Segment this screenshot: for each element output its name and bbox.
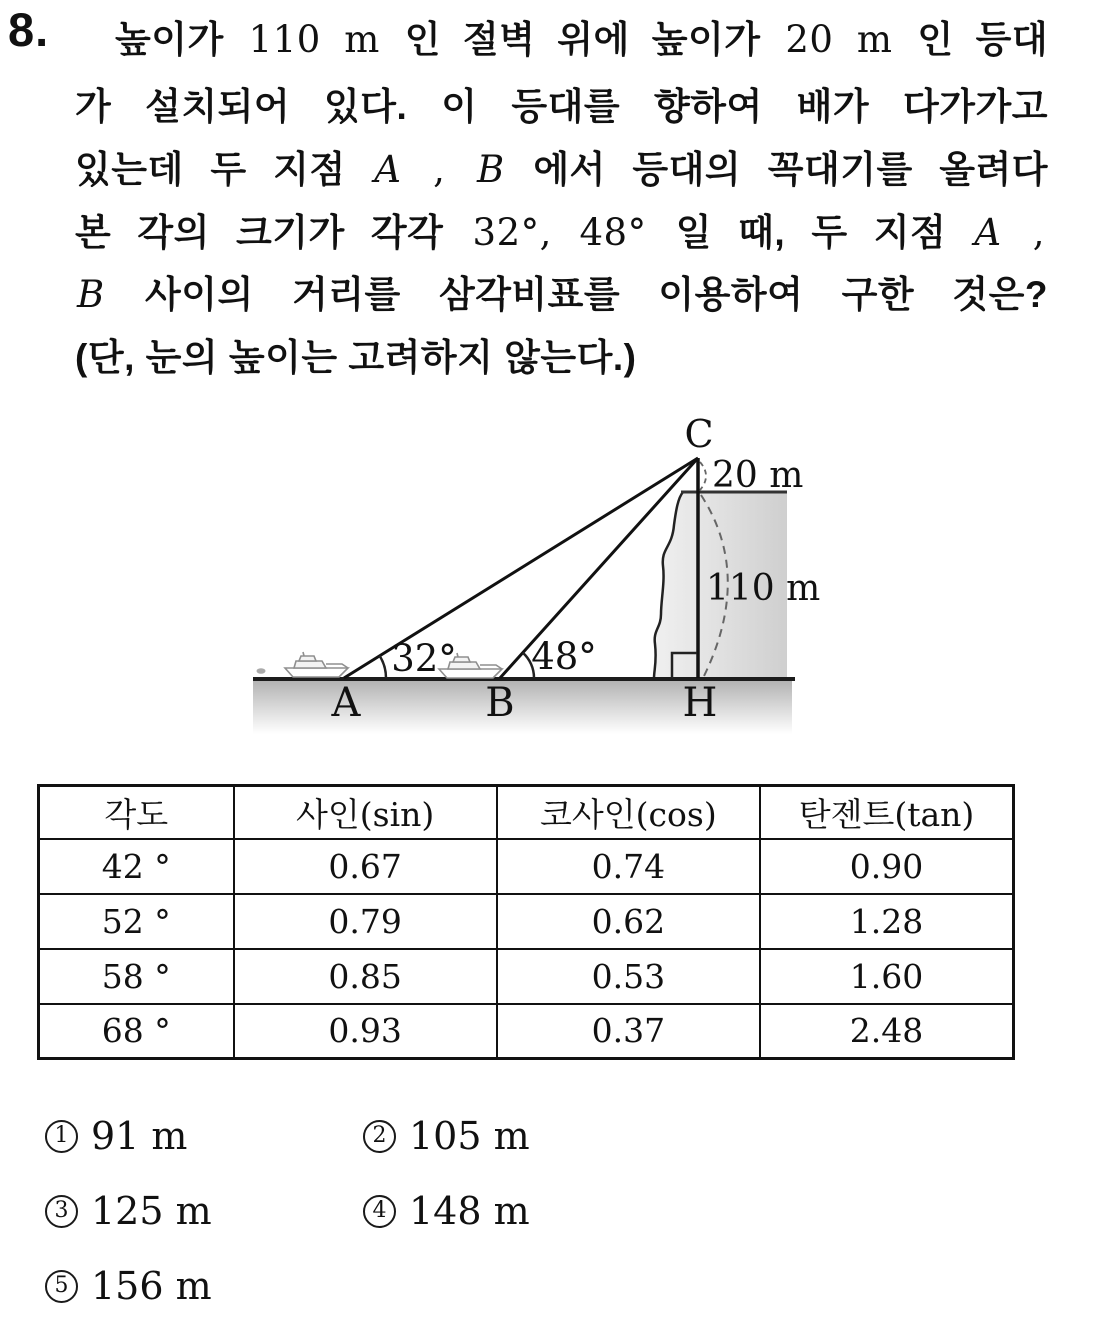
- table-cell: 0.85: [234, 949, 497, 1004]
- choice-label: 105 m: [409, 1114, 530, 1158]
- point-label-a: A: [331, 680, 361, 726]
- cliff-height-label: 110 m: [706, 568, 821, 609]
- angle-arc-a: [380, 656, 386, 678]
- text-segment: B: [77, 273, 105, 316]
- lighthouse-measure-dash: [700, 462, 706, 490]
- table-cell: 2.48: [760, 1004, 1014, 1059]
- pebble: [257, 668, 266, 674]
- lighthouse-height-label: 20 m: [712, 455, 804, 496]
- choice-item: [45, 1115, 363, 1157]
- text-segment: A: [974, 211, 1002, 254]
- choice-item: [45, 1265, 363, 1307]
- table-header-cell: 각도: [39, 786, 234, 839]
- choice-item: [45, 1190, 363, 1232]
- choice-item: [363, 1190, 783, 1232]
- table-cell: 1.28: [760, 894, 1014, 949]
- choice-label: 125 m: [91, 1189, 212, 1233]
- text-segment: 일 때, 두 지점: [675, 212, 947, 253]
- text-segment: ,: [433, 148, 446, 191]
- trig-table: [37, 784, 1015, 1060]
- table-cell: 0.67: [234, 839, 497, 894]
- text-segment: A: [374, 148, 402, 191]
- choice-number-circle: 5: [45, 1270, 78, 1303]
- table-cell: 0.37: [497, 1004, 760, 1059]
- choice-number-circle: 3: [45, 1195, 78, 1228]
- table-header-row: [39, 786, 1014, 839]
- table-cell: 58 °: [39, 949, 234, 1004]
- text-segment: B: [477, 148, 505, 191]
- text-segment: (단, 눈의 높이는 고려하지 않는다.): [75, 337, 637, 378]
- table-row: [39, 1004, 1014, 1059]
- point-label-c: C: [684, 412, 714, 456]
- trig-table-body: [39, 839, 1014, 1059]
- text-segment: 있는데 두 지점: [75, 149, 346, 190]
- choice-item: [363, 1115, 783, 1157]
- table-cell: 0.79: [234, 894, 497, 949]
- text-segment: 110 m: [248, 18, 380, 61]
- table-header-cell: 사인(sin): [234, 786, 497, 839]
- text-segment: 인 절벽 위에 높이가: [404, 19, 761, 60]
- table-cell: 0.62: [497, 894, 760, 949]
- point-label-h: H: [682, 680, 718, 726]
- choice-number-circle: 2: [363, 1120, 396, 1153]
- text-segment: 높이가: [115, 19, 224, 60]
- answer-choices: [45, 1115, 783, 1307]
- choice-label: 148 m: [409, 1189, 530, 1233]
- table-cell: 68 °: [39, 1004, 234, 1059]
- table-row: [39, 949, 1014, 1004]
- point-label-b: B: [485, 680, 515, 726]
- text-segment: 가 설치되어 있다. 이 등대를 향하여 배가 다가가고: [75, 86, 1048, 127]
- boat-icon: [285, 652, 348, 677]
- table-header-cell: 코사인(cos): [497, 786, 760, 839]
- choice-number-circle: 1: [45, 1120, 78, 1153]
- table-cell: 0.93: [234, 1004, 497, 1059]
- text-segment: ,: [1032, 211, 1046, 254]
- text-segment: 에서 등대의 꼭대기를 올려다: [533, 149, 1049, 190]
- table-cell: 42 °: [39, 839, 234, 894]
- table-row: [39, 894, 1014, 949]
- text-segment: 사이의 거리를 삼각비표를 이용하여 구한 것은?: [144, 274, 1048, 315]
- table-cell: 0.53: [497, 949, 760, 1004]
- table-cell: 0.74: [497, 839, 760, 894]
- text-segment: 20 m: [785, 18, 893, 61]
- text-segment: 32°, 48°: [472, 211, 647, 254]
- problem-number: 8.: [8, 3, 50, 56]
- choice-label: 91 m: [91, 1114, 188, 1158]
- angle-b-label: 48°: [531, 635, 597, 678]
- choice-number-circle: 4: [363, 1195, 396, 1228]
- table-cell: 52 °: [39, 894, 234, 949]
- angle-a-label: 32°: [391, 637, 457, 680]
- text-segment: 인 등대: [917, 19, 1049, 60]
- table-row: [39, 839, 1014, 894]
- table-header-cell: 탄젠트(tan): [760, 786, 1014, 839]
- choice-label: 156 m: [91, 1264, 212, 1308]
- text-segment: 본 각의 크기가 각각: [75, 212, 444, 253]
- table-cell: 0.90: [760, 839, 1014, 894]
- table-cell: 1.60: [760, 949, 1014, 1004]
